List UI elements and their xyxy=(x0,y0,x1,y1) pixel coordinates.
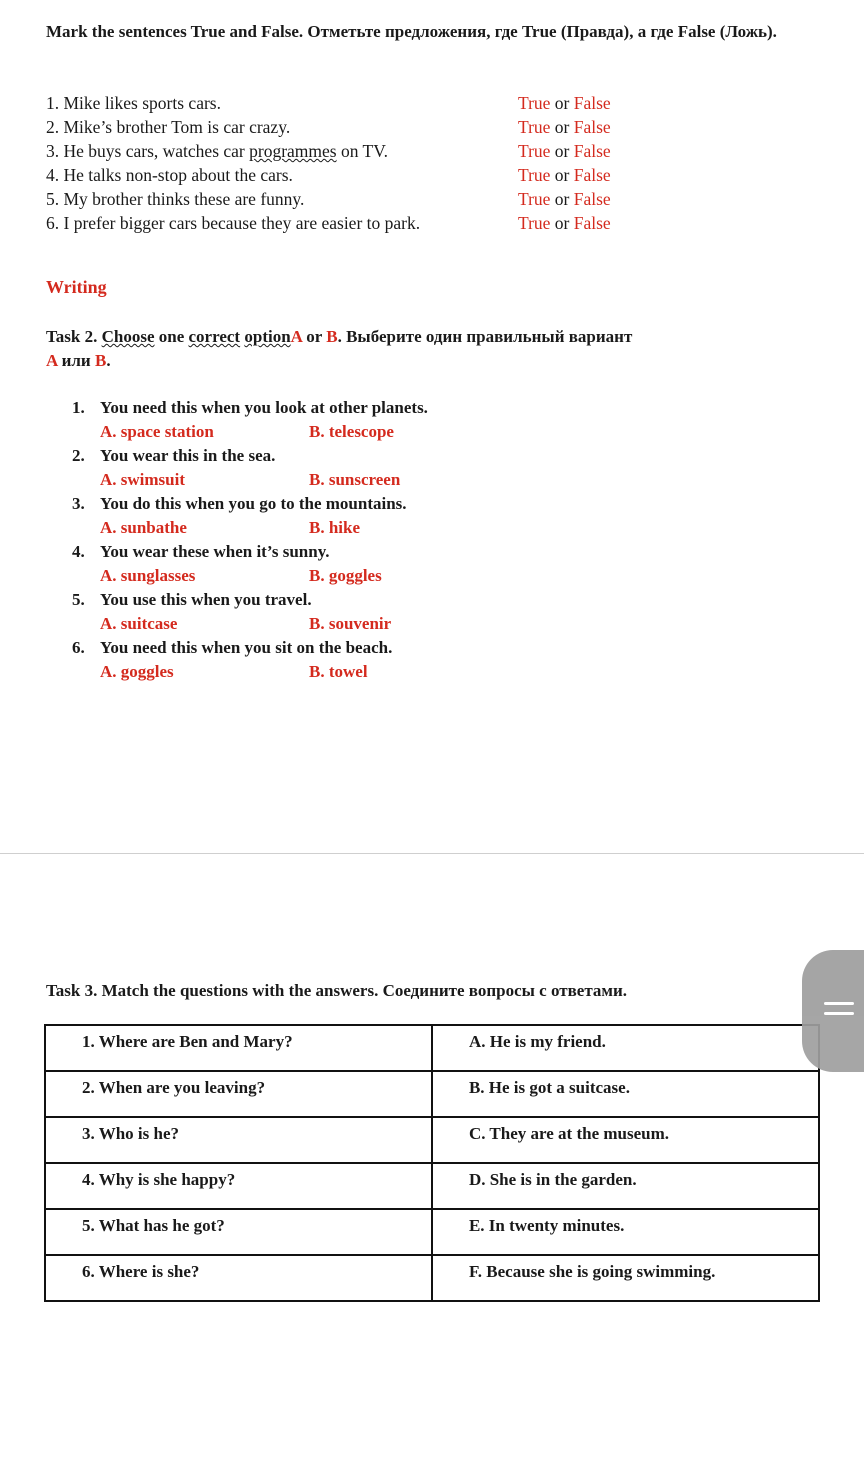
option-b[interactable]: B. souvenir xyxy=(309,614,392,633)
tf-choice: True or False xyxy=(518,165,611,185)
option-a[interactable]: A. swimsuit xyxy=(100,470,186,489)
question-cell: 5. What has he got? xyxy=(45,1209,432,1255)
true-option[interactable]: True xyxy=(518,93,551,113)
question-cell: 6. Where is she? xyxy=(45,1255,432,1301)
task1-heading: Mark the sentences True and False. Отметьте предложения, где True (Правда), а где False (Ложь). xyxy=(46,22,777,41)
tf-sentence: 6. I prefer bigger cars because they are easier to park. xyxy=(46,213,421,233)
false-option[interactable]: False xyxy=(573,213,611,233)
true-option[interactable]: True xyxy=(518,189,551,209)
tf-sentence: 4. He talks non-stop about the cars. xyxy=(46,165,293,185)
question-cell: 4. Why is she happy? xyxy=(45,1163,432,1209)
question-cell: 1. Where are Ben and Mary? xyxy=(45,1025,432,1071)
task3-heading: Task 3. Match the questions with the answers. Соедините вопросы с ответами. xyxy=(46,981,628,1000)
option-a[interactable]: A. sunbathe xyxy=(100,518,187,537)
false-option[interactable]: False xyxy=(573,117,611,137)
true-false-item xyxy=(46,91,666,115)
table-row xyxy=(45,1025,819,1071)
task2-question: 6. You need this when you sit on the beach. A. goggles B. towel xyxy=(72,636,672,684)
task2-question: 5. You use this when you travel. A. suitcase B. souvenir xyxy=(72,588,672,636)
answer-cell: F. Because she is going swimming. xyxy=(432,1255,819,1301)
table-row xyxy=(45,1071,819,1117)
true-false-item xyxy=(46,187,666,211)
tf-choice: True or False xyxy=(518,117,611,137)
option-b[interactable]: B. hike xyxy=(309,518,361,537)
true-option[interactable]: True xyxy=(518,165,551,185)
answer-cell: C. They are at the museum. xyxy=(432,1117,819,1163)
option-a[interactable]: A. space station xyxy=(100,422,214,441)
answer-cell: D. She is in the garden. xyxy=(432,1163,819,1209)
question-cell: 2. When are you leaving? xyxy=(45,1071,432,1117)
scroll-drag-handle[interactable] xyxy=(802,950,864,1072)
tf-sentence: 3. He buys cars, watches car programmes on TV. xyxy=(46,141,388,161)
tf-sentence: 5. My brother thinks these are funny. xyxy=(46,189,305,209)
option-a[interactable]: A. suitcase xyxy=(100,614,178,633)
table-row xyxy=(45,1163,819,1209)
true-false-item xyxy=(46,211,666,235)
matching-table xyxy=(44,1024,820,1302)
task2-question: 3. You do this when you go to the mountains. A. sunbathe B. hike xyxy=(72,492,672,540)
true-false-item xyxy=(46,163,666,187)
spellcheck-underlined-word: programmes xyxy=(249,141,337,161)
true-option[interactable]: True xyxy=(518,213,551,233)
tf-choice: True or False xyxy=(518,141,611,161)
tf-sentence: 1. Mike likes sports cars. xyxy=(46,93,221,113)
answer-cell: A. He is my friend. xyxy=(432,1025,819,1071)
true-option[interactable]: True xyxy=(518,141,551,161)
option-b[interactable]: B. towel xyxy=(309,662,368,681)
option-b[interactable]: B. sunscreen xyxy=(309,470,401,489)
tf-choice: True or False xyxy=(518,93,611,113)
task2-heading: Task 2. Choose one correct optionA or B. Выберите один правильный вариант A или B. xyxy=(46,327,633,370)
false-option[interactable]: False xyxy=(573,189,611,209)
table-row xyxy=(45,1117,819,1163)
task2-question: 1. You need this when you look at other planets. A. space station B. telescope xyxy=(72,396,672,444)
task2-question-list xyxy=(72,396,672,684)
tf-choice: True or False xyxy=(518,213,611,233)
false-option[interactable]: False xyxy=(573,141,611,161)
answer-cell: E. In twenty minutes. xyxy=(432,1209,819,1255)
true-false-list xyxy=(46,91,666,235)
true-option[interactable]: True xyxy=(518,117,551,137)
table-row xyxy=(45,1255,819,1301)
page-divider xyxy=(0,853,864,854)
option-a[interactable]: A. sunglasses xyxy=(100,566,196,585)
tf-choice: True or False xyxy=(518,189,611,209)
option-a[interactable]: A. goggles xyxy=(100,662,174,681)
question-cell: 3. Who is he? xyxy=(45,1117,432,1163)
answer-cell: B. He is got a suitcase. xyxy=(432,1071,819,1117)
task2-question: 4. You wear these when it’s sunny. A. sunglasses B. goggles xyxy=(72,540,672,588)
false-option[interactable]: False xyxy=(573,93,611,113)
table-row xyxy=(45,1209,819,1255)
option-b[interactable]: B. goggles xyxy=(309,566,382,585)
true-false-item xyxy=(46,139,666,163)
task2-question: 2. You wear this in the sea. A. swimsuit B. sunscreen xyxy=(72,444,672,492)
option-b[interactable]: B. telescope xyxy=(309,422,394,441)
true-false-item xyxy=(46,115,666,139)
section-title-writing: Writing xyxy=(46,277,107,297)
false-option[interactable]: False xyxy=(573,165,611,185)
tf-sentence: 2. Mike’s brother Tom is car crazy. xyxy=(46,117,291,137)
